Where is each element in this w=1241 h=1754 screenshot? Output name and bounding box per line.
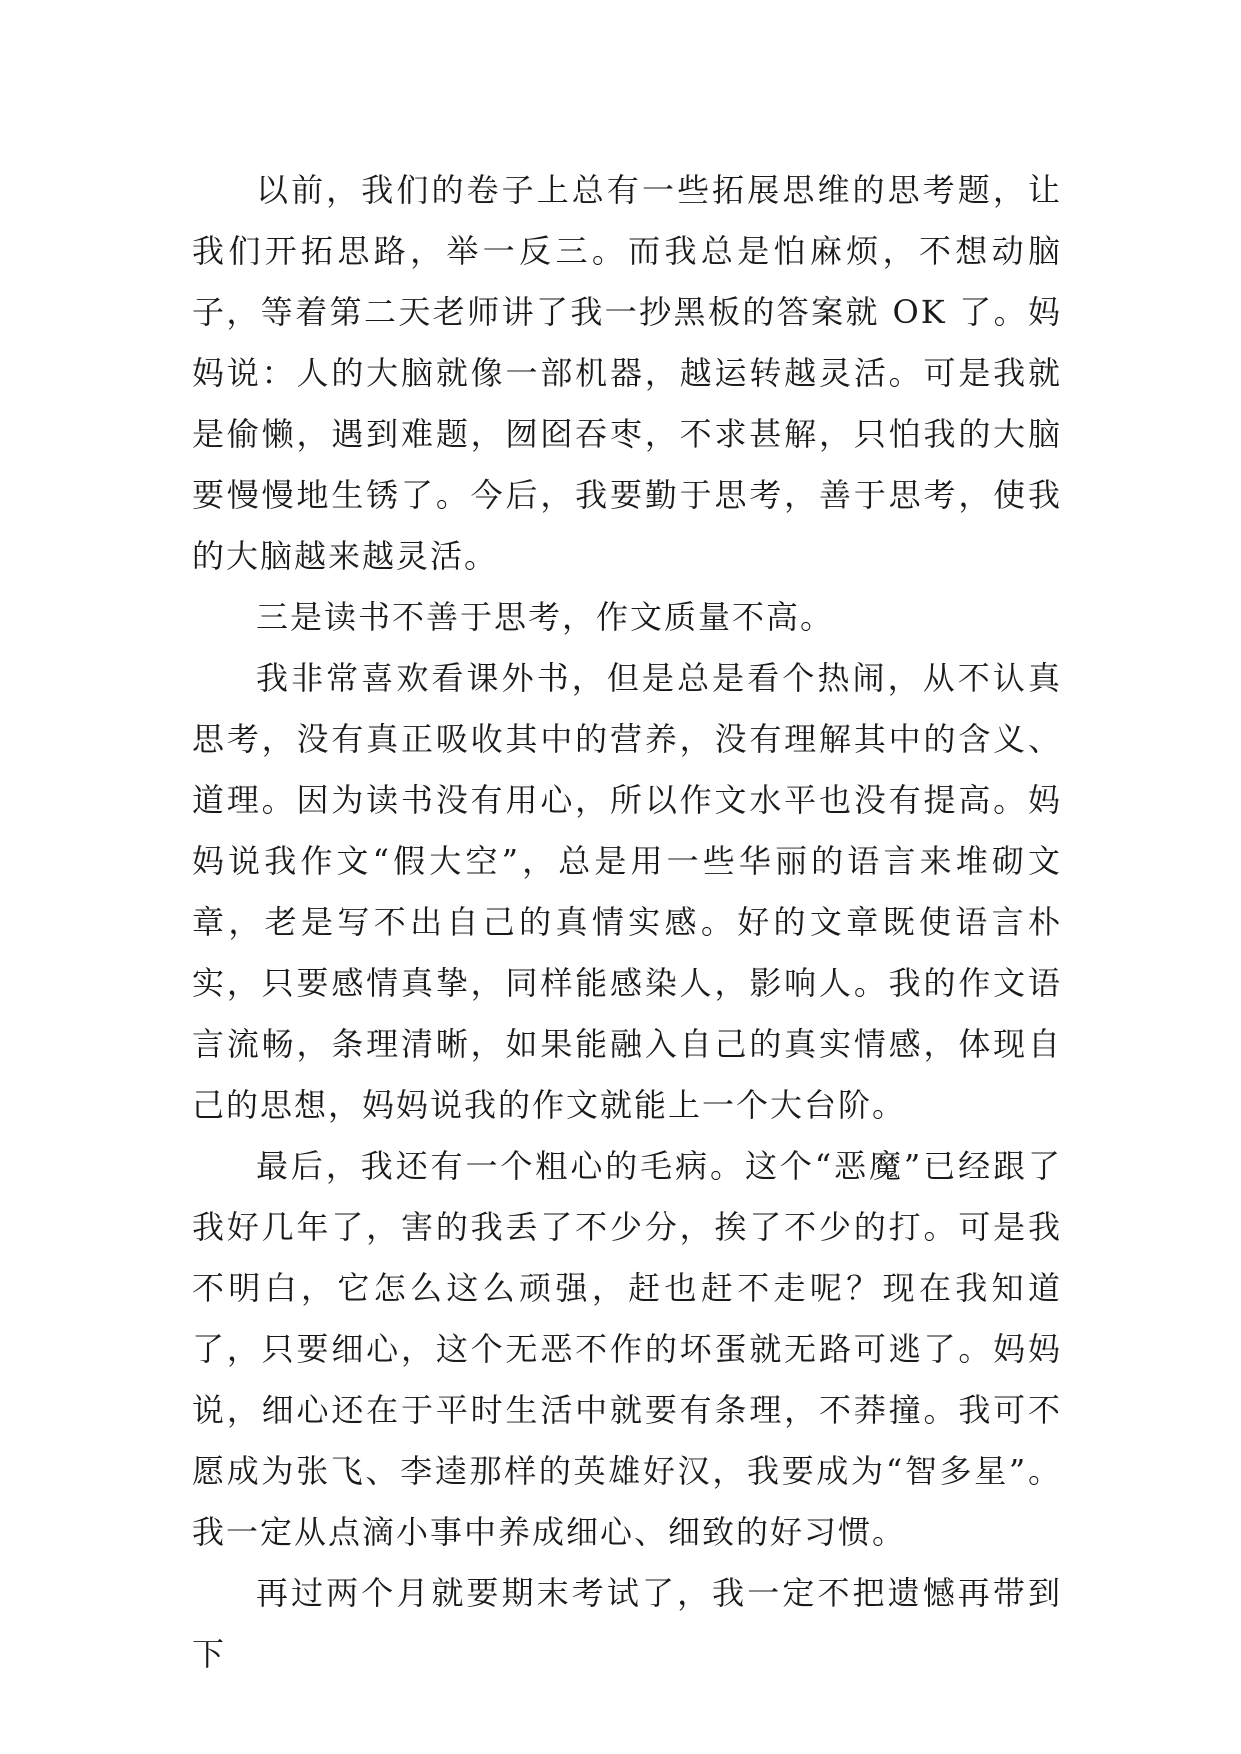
paragraph-reading-heading: 三是读书不善于思考，作文质量不高。 [256, 598, 835, 636]
paragraph-reading: 我非常喜欢看课外书，但是总是看个热闹，从不认真思考，没有真正吸收其中的营养，没有理解其中的含义、道理。因为读书没有用心，所以作文水平也没有提高。妈妈说我作文“假大空”，总是用一些华丽的语言来堆砌文章，老是写不出自己的真情实感。好的文章既使语言朴实，只要感情真挚，同样能感染人，影响人。我的作文语言流畅，条理清晰，如果能融入自己的真实情感，体现自己的思想，妈妈说我的作文就能上一个大台阶。 [192, 659, 1062, 1124]
paragraph-final-exam: 再过两个月就要期末考试了，我一定不把遗憾再带到下 [192, 1574, 1062, 1673]
paragraph-carelessness: 最后，我还有一个粗心的毛病。这个“恶魔”已经跟了我好几年了，害的我丢了不少分，挨了不少的打。可是我不明白，它怎么这么顽强，赶也赶不走呢？现在我知道了，只要细心，这个无恶不作的坏蛋就无路可逃了。妈妈说，细心还在于平时生活中就要有条理，不莽撞。我可不愿成为张飞、李逵那样的英雄好汉，我要成为“智多星”。我一定从点滴小事中养成细心、细致的好习惯。 [192, 1147, 1062, 1551]
paragraph-thinking: 以前，我们的卷子上总有一些拓展思维的思考题，让我们开拓思路，举一反三。而我总是怕麻烦，不想动脑子，等着第二天老师讲了我一抄黑板的答案就 OK 了。妈妈说：人的大脑就像一部机器，越运转越灵活。可是我就是偷懒，遇到难题，囫囵吞枣，不求甚解，只怕我的大脑要慢慢地生锈了。今后，我要勤于思考，善于思考，使我的大脑越来越灵活。 [192, 171, 1062, 575]
document-body [192, 160, 1062, 1685]
